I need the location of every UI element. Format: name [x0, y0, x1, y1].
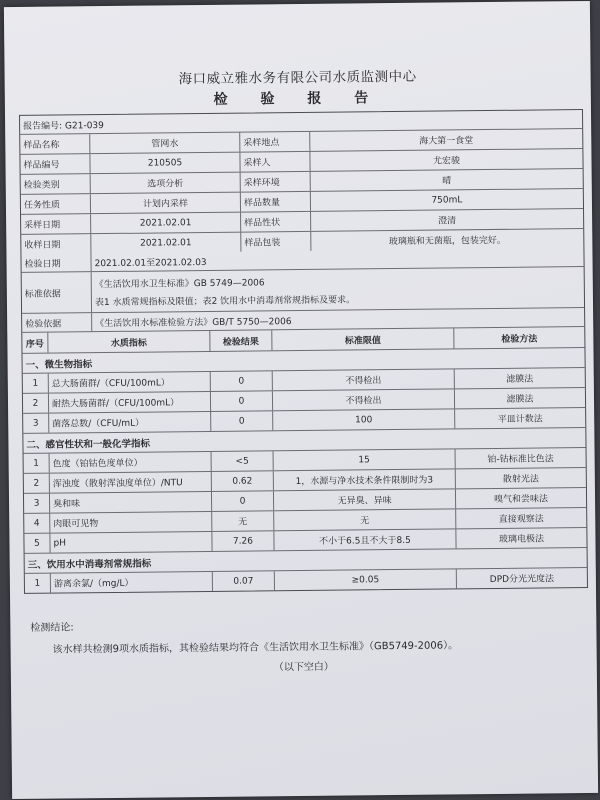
row-no: 3 [23, 414, 49, 433]
row-result: 0 [211, 391, 273, 411]
info-value: 210505 [90, 153, 240, 174]
info-value: 2021.02.01 [91, 233, 241, 254]
standard-row [22, 267, 584, 314]
info-label: 收样日期 [21, 234, 91, 254]
row-no: 3 [24, 494, 50, 513]
info-value: 750mL [431, 194, 463, 206]
col-method: 检验方法 [501, 334, 538, 345]
row-limit: 1，水源与净水技术条件限制时为3 [274, 469, 456, 490]
col-limit: 标准限值 [272, 328, 454, 350]
report-paper [4, 1, 598, 799]
row-method: 平皿计数法 [497, 414, 543, 425]
info-value: 晴 [442, 176, 452, 187]
row-item: 臭和味 [50, 492, 212, 513]
row-limit: 无 [274, 509, 456, 530]
results-block [23, 348, 587, 593]
info-label: 采样日期 [21, 214, 91, 234]
row-item: 浑浊度（散射浑浊度单位）/NTU [50, 472, 212, 493]
row-item: 色度（铂钴色度单位） [50, 452, 212, 473]
row-result: 7.26 [212, 531, 274, 551]
info-value: 澄清 [438, 216, 457, 227]
row-limit: 不得检出 [273, 389, 455, 410]
method-basis-label: 检验依据 [22, 313, 92, 332]
row-method: 直接观察法 [498, 514, 544, 525]
info-value: 海大第一食堂 [419, 136, 474, 147]
standard-label: 标准依据 [22, 272, 92, 313]
row-item: 耐热大肠菌群/（CFU/100mL） [49, 392, 211, 413]
section-title: 三、饮用水中消毒剂常规指标 [27, 558, 152, 571]
blank-note: （以下空白） [273, 661, 334, 674]
row-limit: 无异臭、异味 [274, 489, 456, 510]
standard-value [92, 267, 584, 312]
info-value: 管网水 [90, 133, 240, 154]
info-label: 样品数量 [241, 192, 311, 212]
row-result: <5 [212, 451, 274, 471]
row-result: 0 [211, 411, 273, 431]
info-label: 样品编号 [20, 154, 90, 174]
row-limit: 不得检出 [273, 369, 455, 390]
section-title: 二、感官性状和一般化学指标 [26, 438, 151, 451]
row-no: 1 [23, 374, 49, 393]
row-result: 0 [212, 491, 274, 511]
row-method: 嗅气和尝味法 [493, 494, 549, 505]
row-item: 肉眼可见物 [50, 512, 212, 533]
row-no: 2 [23, 394, 49, 413]
row-limit: 100 [273, 409, 455, 430]
row-limit: 15 [274, 449, 456, 470]
info-value: 尤宏骏 [432, 156, 461, 167]
info-label: 采样环境 [241, 172, 311, 192]
row-method: 铂-钴标准比色法 [487, 454, 554, 466]
method-basis-value: 《生活饮用水标准检验方法》GB/T 5750—2006 [95, 316, 292, 329]
info-value: 玻璃瓶和无菌瓶，包装完好。 [388, 235, 506, 248]
info-label: 检验类别 [21, 174, 91, 194]
info-value: 计划内采样 [91, 193, 241, 214]
info-value: 2021.02.01 [91, 213, 241, 234]
test-date-value: 2021.02.01至2021.02.03 [94, 257, 207, 269]
row-result: 0.07 [213, 571, 275, 591]
org-title: 海口威立雅水务有限公司水质监测中心 [178, 68, 417, 88]
row-no: 2 [24, 474, 50, 493]
sample-info-block [20, 129, 583, 254]
row-result: 无 [212, 511, 274, 531]
row-no: 1 [24, 454, 50, 473]
standard-line-1: 《生活饮用水卫生标准》GB 5749—2006 [94, 277, 265, 290]
report-title: 检 验 报 告 [213, 90, 383, 108]
info-label: 样品性状 [241, 212, 311, 232]
row-limit: ≥0.05 [275, 569, 457, 590]
col-no: 序号 [22, 333, 48, 353]
test-date-label: 检验日期 [21, 253, 91, 272]
row-no: 4 [24, 514, 50, 533]
row-method: 滤膜法 [506, 394, 534, 405]
row-method: 玻璃电极法 [498, 534, 545, 545]
col-result: 检验结果 [210, 330, 272, 351]
info-label: 任务性质 [21, 194, 91, 214]
row-method: DPD分光光度法 [489, 574, 555, 586]
info-label: 样品名称 [20, 134, 90, 154]
row-item: 总大肠菌群/（CFU/100mL） [49, 372, 211, 393]
row-item: pH [50, 532, 212, 553]
row-limit: 不小于6.5且不大于8.5 [274, 529, 456, 550]
row-result: 0.62 [212, 471, 274, 491]
row-method: 散射光法 [502, 474, 539, 485]
row-item: 菌落总数/（CFU/mL） [49, 412, 211, 433]
row-result: 0 [211, 371, 273, 391]
info-label: 样品包装 [241, 232, 311, 252]
row-item: 游离余氯/（mg/L） [51, 572, 213, 593]
row-method: 滤膜法 [506, 374, 534, 385]
info-label: 采样人 [240, 152, 310, 172]
standard-line-2: 表1 水质常规指标及限值；表2 饮用水中消毒剂常规指标及要求。 [94, 294, 356, 308]
row-no: 1 [25, 574, 51, 593]
conclusion-text: 该水样共检测9项水质指标，其检验结果均符合《生活饮用水卫生标准》（GB5749-2006）。 [52, 640, 459, 656]
conclusion-label: 检测结论: [30, 622, 74, 634]
info-label: 采样地点 [240, 132, 310, 152]
report-number: 报告编号: G21-039 [23, 120, 104, 132]
row-no: 5 [24, 534, 50, 553]
section-title: 一、微生物指标 [25, 358, 93, 371]
info-value: 选项分析 [91, 173, 241, 194]
col-item: 水质指标 [48, 331, 210, 353]
report-table [19, 109, 588, 594]
